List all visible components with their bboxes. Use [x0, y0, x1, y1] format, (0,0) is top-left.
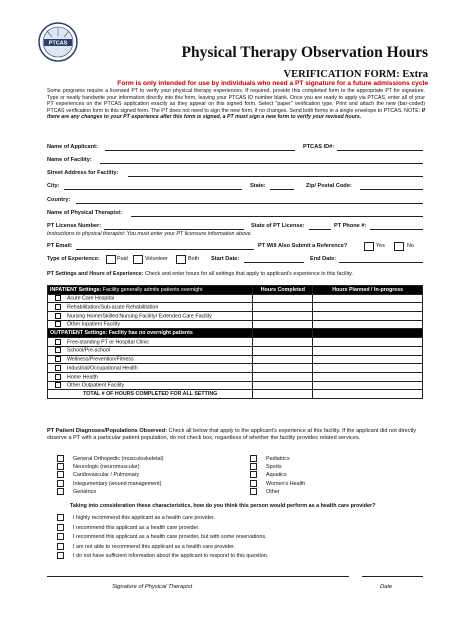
- inpatient-header: INPATIENT Settings: Facility generally admits patients overnight: [48, 286, 253, 295]
- hours-completed-cell[interactable]: [253, 338, 313, 347]
- setting-checkbox[interactable]: [55, 339, 61, 345]
- country-input[interactable]: [76, 203, 423, 204]
- end-date-input[interactable]: [339, 262, 423, 263]
- hours-planned-cell[interactable]: [313, 294, 423, 303]
- table-row: Industrial/Occupational Health: [48, 364, 423, 373]
- hours-completed-cell[interactable]: [253, 320, 313, 329]
- hours-planned-cell[interactable]: [313, 355, 423, 364]
- hours-planned-cell[interactable]: [313, 338, 423, 347]
- col-completed: Hours Completed: [253, 286, 313, 295]
- hours-completed-cell[interactable]: [253, 346, 313, 355]
- paid-checkbox[interactable]: [106, 255, 116, 264]
- recommendation-question: Taking into consideration these characteristics, how do you think this person would perform as a health care provider?: [70, 503, 376, 509]
- settings-instruction: PT Settings and Hours of Experience: Check and enter hours for all settings that apply to applicant's experience in this facility.: [47, 271, 353, 277]
- table-row: School/Pre-school: [48, 346, 423, 355]
- recommendation-checkbox[interactable]: [57, 552, 64, 559]
- street-label: Street Address for Facility:: [47, 170, 119, 176]
- pt-phone-input[interactable]: [370, 229, 423, 230]
- hours-completed-cell[interactable]: [253, 372, 313, 381]
- total-label: TOTAL # OF HOURS COMPLETED FOR ALL SETTING: [48, 390, 253, 399]
- diagnosis-checkbox[interactable]: [57, 488, 64, 495]
- setting-checkbox[interactable]: [55, 356, 61, 362]
- list-item: I do not have sufficient information about the applicant to respond to this question.: [57, 552, 268, 562]
- facility-input[interactable]: [100, 163, 423, 164]
- therapist-label: Name of Physical Therapist:: [47, 210, 122, 216]
- end-date-label: End Date:: [310, 256, 337, 262]
- table-row: Home Health: [48, 372, 423, 381]
- diagnosis-checkbox[interactable]: [250, 455, 257, 462]
- applicant-label: Name of Applicant:: [47, 144, 98, 150]
- signature-line[interactable]: [47, 576, 349, 577]
- list-item: Cardiovascular / Pulmonary: [57, 471, 163, 479]
- pt-email-input[interactable]: [76, 249, 254, 250]
- diagnosis-checkbox[interactable]: [57, 480, 64, 487]
- col-planned: Hours Planned / In-progress: [313, 286, 423, 295]
- diagnoses-left-list: [57, 455, 163, 496]
- list-item: General Orthopedic (musculoskeletal): [57, 455, 163, 463]
- country-label: Country:: [47, 197, 71, 203]
- hours-planned-cell[interactable]: [313, 381, 423, 390]
- hours-completed-cell[interactable]: [253, 294, 313, 303]
- recommendation-checkbox[interactable]: [57, 524, 64, 531]
- diagnosis-checkbox[interactable]: [57, 455, 64, 462]
- both-label: Both: [188, 256, 200, 262]
- state-input[interactable]: [270, 189, 294, 190]
- hours-planned-cell[interactable]: [313, 372, 423, 381]
- form-subtitle: VERIFICATION FORM: Extra: [283, 69, 428, 80]
- reference-yes-label: Yes: [376, 243, 385, 249]
- intro-text: Some programs require a licensed PT to verify your physical therapy experiences. If required, provide this completed form to the appropriate PT for signature. Type or neatly handwrite your information directly into this form, leaving your PTCAS ID number blank. Once you are ready to apply via PTCAS, enter all of your PT experiences on the PTCAS application exactly as they appear on this signed form. Select "paper" verification type. Print and attach the new (bar-coded) PTCAS verification form to this signed form. The PT does not need to sign the new form, if no changes. Send both forms in a single envelope to PTCAS. NOTE: If there are any changes to your PT experience after this form is signed, a PT must sign a new form to verify your revised hours.: [47, 88, 425, 120]
- setting-checkbox[interactable]: [55, 313, 61, 319]
- hours-completed-cell[interactable]: [253, 312, 313, 321]
- paid-label: Paid: [117, 256, 128, 262]
- page-title: Physical Therapy Observation Hours: [181, 44, 428, 61]
- diagnosis-checkbox[interactable]: [250, 480, 257, 487]
- diagnosis-checkbox[interactable]: [250, 471, 257, 478]
- instructions-text: Instructions to physical therapist: You must enter your PT licensure information above.: [47, 231, 253, 237]
- hours-completed-cell[interactable]: [253, 381, 313, 390]
- outpatient-header: OUTPATIENT Settings: Facility has no overnight patients: [48, 329, 253, 338]
- signature-label: Signature of Physical Therapist: [112, 584, 193, 590]
- hours-completed-cell[interactable]: [253, 303, 313, 312]
- diagnosis-checkbox[interactable]: [250, 463, 257, 470]
- reference-yes-checkbox[interactable]: [364, 242, 374, 251]
- diagnoses-section: PT Patient Diagnoses/Populations Observed: Check all below that apply to the applicant's experience at this facility. If the applicant did not directly observe a PT with a particular patient population, do not check box, regardless of whether the facility provides related services.: [47, 428, 417, 441]
- license-state-input[interactable]: [309, 229, 331, 230]
- setting-checkbox[interactable]: [55, 374, 61, 380]
- hours-completed-cell[interactable]: [253, 364, 313, 373]
- pt-email-label: PT Email:: [47, 243, 73, 249]
- outpatient-header-row: [48, 329, 423, 338]
- table-row: Wellness/Prevention/Fitness: [48, 355, 423, 364]
- hours-planned-cell[interactable]: [313, 303, 423, 312]
- pt-phone-label: PT Phone #:: [334, 223, 367, 229]
- svg-text:PTCAS: PTCAS: [48, 40, 68, 47]
- reference-no-label: No: [407, 243, 414, 249]
- date-line[interactable]: [362, 576, 423, 577]
- list-item: Geriatrics: [57, 488, 163, 496]
- hours-planned-cell[interactable]: [313, 312, 423, 321]
- setting-checkbox[interactable]: [55, 382, 61, 388]
- list-item: Other: [250, 488, 305, 496]
- reference-no-checkbox[interactable]: [394, 242, 404, 251]
- zip-label: Zip/ Postal Code:: [306, 183, 352, 189]
- both-checkbox[interactable]: [176, 255, 186, 264]
- list-item: I recommend this applicant as a health care provider.: [57, 524, 268, 534]
- volunteer-checkbox[interactable]: [133, 255, 143, 264]
- list-item: I highly recommend this applicant as a health care provider.: [57, 514, 268, 524]
- hours-table: [47, 285, 423, 399]
- street-input[interactable]: [128, 176, 423, 177]
- list-item: Integumentary (wound management): [57, 480, 163, 488]
- license-input[interactable]: [104, 229, 244, 230]
- license-state-label: State of PT License:: [251, 223, 305, 229]
- reference-question: PT Will Also Submit a Reference?: [258, 243, 348, 249]
- table-row: Other Outpatient Facility: [48, 381, 423, 390]
- facility-label: Name of Facility:: [47, 157, 92, 163]
- hours-planned-cell[interactable]: [313, 346, 423, 355]
- recommendation-checkbox[interactable]: [57, 543, 64, 550]
- city-input[interactable]: [64, 189, 242, 190]
- list-item: Pediatrics: [250, 455, 305, 463]
- setting-checkbox[interactable]: [55, 304, 61, 310]
- diagnosis-checkbox[interactable]: [57, 463, 64, 470]
- therapist-input[interactable]: [131, 216, 423, 217]
- list-item: Aquatics: [250, 471, 305, 479]
- diagnosis-checkbox[interactable]: [57, 471, 64, 478]
- table-row: Free-standing PT or Hospital Clinic: [48, 338, 423, 347]
- start-date-label: Start Date:: [211, 256, 240, 262]
- ptcas-id-input[interactable]: [337, 150, 423, 151]
- setting-checkbox[interactable]: [55, 321, 61, 327]
- total-row: [48, 390, 423, 399]
- experience-type-label: Type of Experience:: [47, 256, 100, 262]
- zip-input[interactable]: [360, 189, 423, 190]
- setting-checkbox[interactable]: [55, 365, 61, 371]
- hours-planned-cell[interactable]: [313, 364, 423, 373]
- hours-planned-cell[interactable]: [313, 320, 423, 329]
- notice-text: Form is only intended for use by individuals who need a PT signature for a future admissions cycle: [117, 80, 428, 87]
- table-row: Nursing Home/Skilled Nursing Facility/ Extended Care Facility: [48, 312, 423, 321]
- list-item: Sports: [250, 463, 305, 471]
- recommendation-checkbox[interactable]: [57, 533, 64, 540]
- license-label: PT License Number:: [47, 223, 102, 229]
- volunteer-label: Volunteer: [145, 256, 168, 262]
- inpatient-header-row: [48, 286, 423, 295]
- table-row: Rehabilitation/Sub-acute Rehabilitation: [48, 303, 423, 312]
- diagnosis-checkbox[interactable]: [250, 488, 257, 495]
- list-item: Neurologic (neuromuscular): [57, 463, 163, 471]
- table-row: Other Inpatient Facility: [48, 320, 423, 329]
- list-item: I am not able to recommend this applicant as a health care provider.: [57, 543, 268, 553]
- date-label: Date: [380, 584, 393, 590]
- recommendation-list: [57, 514, 268, 562]
- diagnoses-right-list: [250, 455, 305, 496]
- list-item: I recommend this applicant as a health care provider, but with some reservations.: [57, 533, 268, 543]
- total-completed-cell[interactable]: [253, 390, 313, 399]
- setting-checkbox[interactable]: [55, 347, 61, 353]
- total-planned-cell[interactable]: [313, 390, 423, 399]
- list-item: Women's Health: [250, 480, 305, 488]
- recommendation-checkbox[interactable]: [57, 514, 64, 521]
- applicant-input[interactable]: [105, 150, 295, 151]
- setting-checkbox[interactable]: [55, 295, 61, 301]
- table-row: Acute Care Hospital: [48, 294, 423, 303]
- hours-completed-cell[interactable]: [253, 355, 313, 364]
- city-label: City:: [47, 183, 60, 189]
- start-date-input[interactable]: [244, 262, 304, 263]
- ptcas-id-label: PTCAS ID#:: [303, 144, 335, 150]
- state-label: State:: [250, 183, 266, 189]
